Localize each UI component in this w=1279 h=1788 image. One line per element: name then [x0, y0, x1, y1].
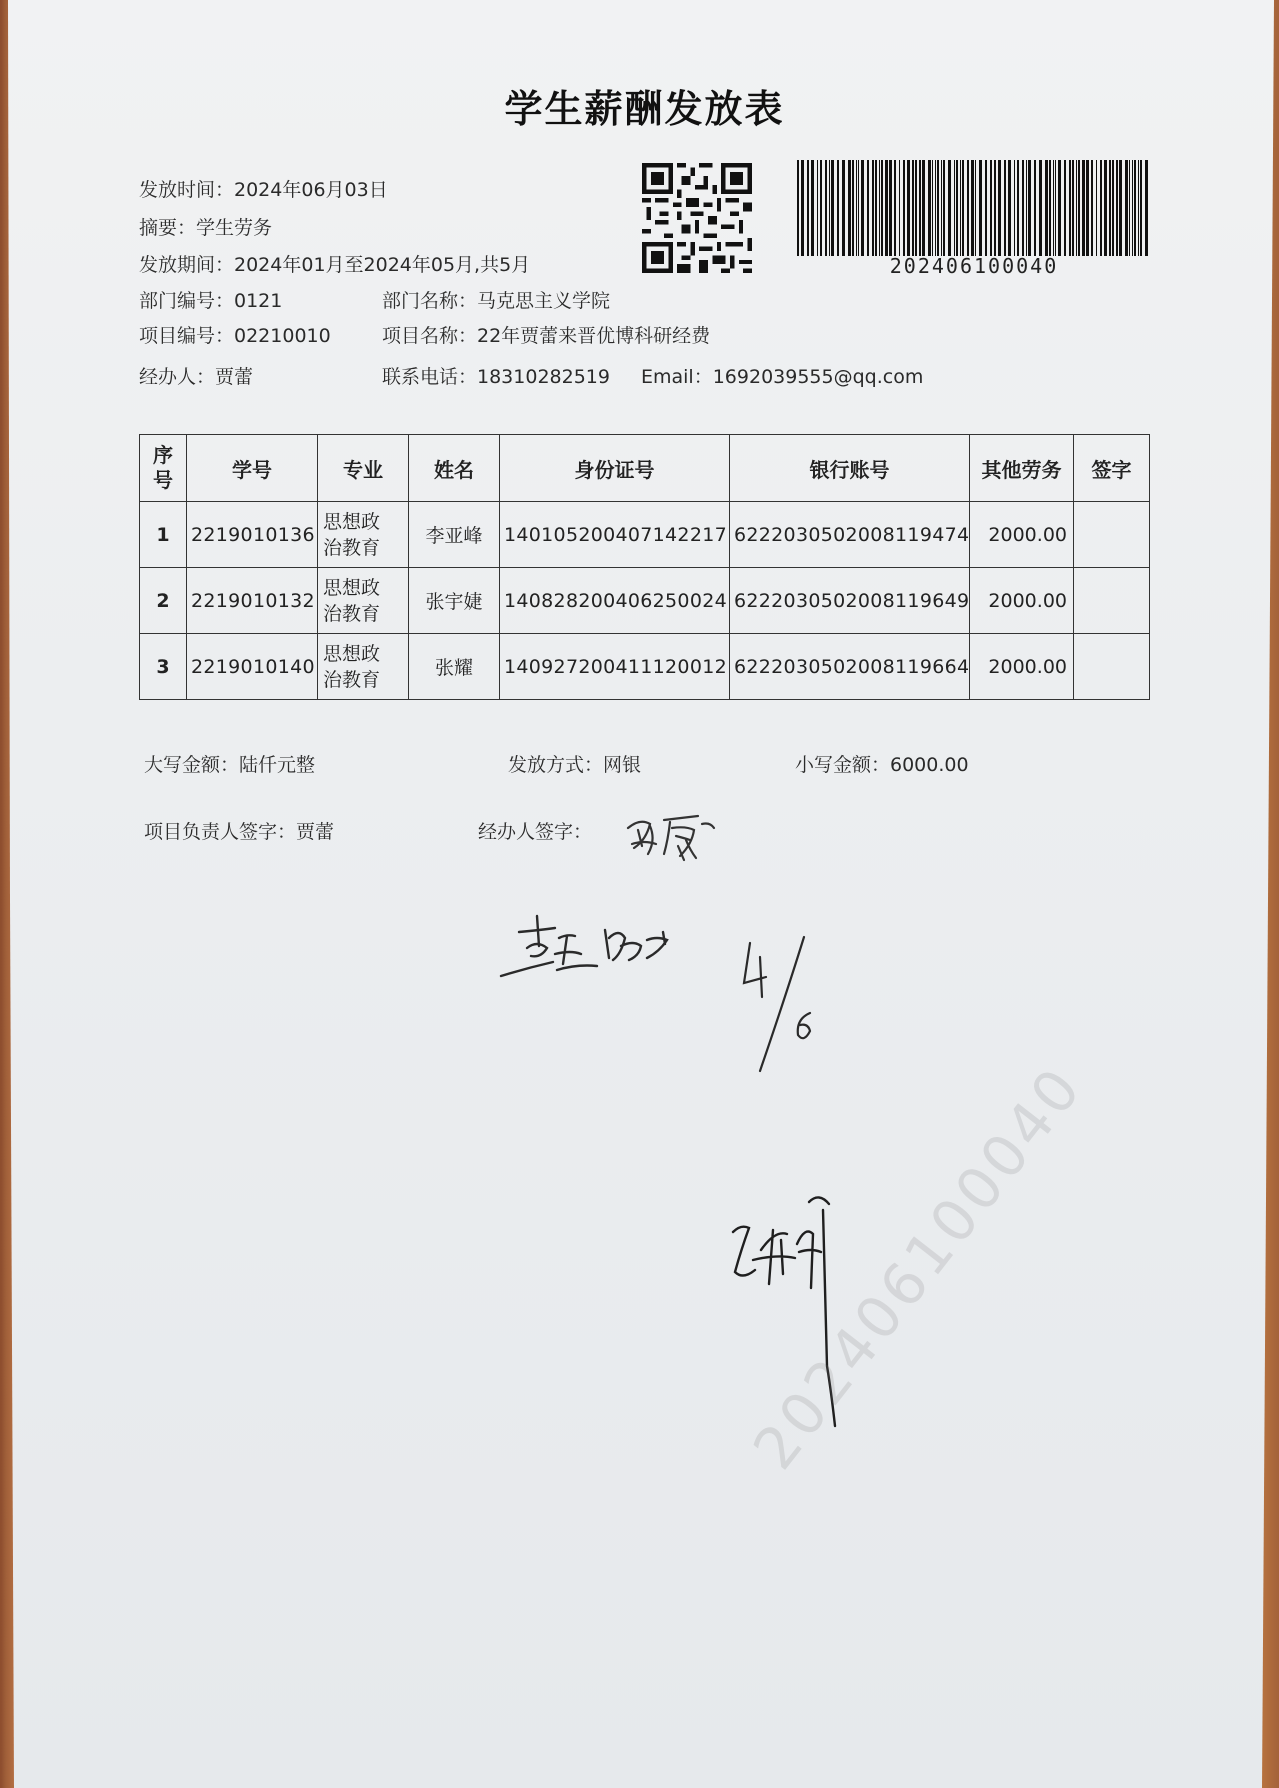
barcode-bar — [915, 160, 917, 256]
header-major: 专业 — [318, 435, 409, 502]
barcode-bar — [1064, 160, 1066, 256]
barcode-bar — [932, 160, 933, 256]
handwritten-date-text: 4/6 — [740, 935, 742, 936]
barcode-bar — [1140, 160, 1142, 256]
table-header-row — [140, 435, 1150, 502]
row-seq: 3 — [140, 634, 187, 700]
header-student-id: 学号 — [187, 435, 318, 502]
document-title: 学生薪酬发放表 — [504, 87, 785, 131]
handwritten-date-note — [740, 935, 820, 1075]
payment-table — [139, 434, 1150, 700]
barcode-bar — [894, 160, 896, 256]
watermark-number: 202406100040 — [740, 1053, 1096, 1482]
barcode-bar — [948, 160, 951, 256]
row-seq: 2 — [140, 568, 187, 634]
row-id-card: 140828200406250024 — [500, 568, 730, 634]
barcode-bar — [879, 160, 880, 256]
row-student-id: 2219010132 — [187, 568, 318, 634]
pay-period: 发放期间：2024年01月至2024年05月,共5月 — [139, 254, 531, 276]
row-bank-account: 6222030502008119474 — [730, 502, 970, 568]
barcode-bar — [1116, 160, 1118, 256]
barcode-bar — [875, 160, 877, 256]
summary: 摘要：学生劳务 — [139, 217, 273, 239]
row-signature — [1074, 634, 1150, 700]
barcode-bar — [985, 160, 987, 256]
barcode-bar — [1076, 160, 1077, 256]
header-id-card: 身份证号 — [500, 435, 730, 502]
barcode-bar — [1104, 160, 1107, 256]
barcode-bar — [899, 160, 900, 256]
barcode-bar — [1026, 160, 1027, 256]
barcode-bar — [811, 160, 814, 256]
barcode-bar — [820, 160, 822, 256]
amount-numeric: 小写金额：6000.00 — [795, 754, 969, 776]
barcode-bar — [967, 160, 969, 256]
row-major: 思想政 治教育 — [318, 502, 409, 568]
barcode-bar — [1055, 160, 1056, 256]
barcode-bar — [998, 160, 1001, 256]
header-seq: 序 号 — [140, 435, 187, 502]
barcode-bar — [1145, 160, 1148, 256]
barcode-bar — [881, 160, 883, 256]
barcode-bar — [801, 160, 804, 256]
barcode-bar — [829, 160, 830, 256]
row-bank-account: 6222030502008119664 — [730, 634, 970, 700]
row-student-id: 2219010140 — [187, 634, 318, 700]
barcode-bar — [1091, 160, 1093, 256]
barcode-bar — [1119, 160, 1122, 256]
barcode-bar — [975, 160, 976, 256]
qr-code-icon — [642, 163, 752, 273]
reviewer-signature-image — [497, 910, 687, 990]
barcode-bar — [1058, 160, 1061, 256]
barcode-bar — [1014, 160, 1015, 256]
barcode-bar — [858, 160, 859, 256]
row-name: 张耀 — [409, 634, 500, 700]
barcode-bar — [867, 160, 869, 256]
project-leader-signature: 项目负责人签字：贾蕾 — [144, 821, 335, 843]
row-major: 思想政 治教育 — [318, 568, 409, 634]
contact-email: Email：1692039555@qq.com — [641, 366, 924, 388]
barcode-number: 202406100040 — [889, 254, 1059, 278]
project-name: 项目名称：22年贾蕾来晋优博科研经费 — [382, 325, 711, 347]
table-row — [140, 502, 1150, 568]
barcode-bar — [1134, 160, 1136, 256]
barcode-bar — [903, 160, 905, 256]
contact-phone: 联系电话：18310282519 — [382, 366, 610, 388]
barcode-bar — [825, 160, 827, 256]
barcode-bar — [861, 160, 864, 256]
barcode-bar — [1082, 160, 1085, 256]
barcode-bar — [971, 160, 974, 256]
barcode-bar — [848, 160, 851, 256]
barcode-bar — [943, 160, 945, 256]
barcode-bar — [1049, 160, 1051, 256]
handler-signature-image — [620, 800, 730, 870]
barcode-bar — [1086, 160, 1089, 256]
row-seq: 1 — [140, 502, 187, 568]
barcode-bar — [907, 160, 910, 256]
barcode-bar — [960, 160, 961, 256]
row-signature — [1074, 568, 1150, 634]
barcode-bar — [1096, 160, 1097, 256]
barcode-bar — [1109, 160, 1111, 256]
barcode-bar — [937, 160, 939, 256]
barcode-bar — [856, 160, 857, 256]
header-bank-account: 银行账号 — [730, 435, 970, 502]
barcode-bar — [956, 160, 958, 256]
barcode-bar — [831, 160, 834, 256]
row-id-card: 140105200407142217 — [500, 502, 730, 568]
barcode-bar — [817, 160, 818, 256]
barcode-bar — [962, 160, 964, 256]
barcode-bar — [912, 160, 914, 256]
row-amount: 2000.00 — [970, 634, 1074, 700]
barcode-bar — [885, 160, 888, 256]
dept-code: 部门编号：0121 — [139, 290, 283, 312]
row-amount: 2000.00 — [970, 568, 1074, 634]
barcode-bar — [979, 160, 982, 256]
amount-in-words: 大写金额：陆仟元整 — [144, 754, 316, 776]
barcode-bar — [935, 160, 936, 256]
barcode-bar — [1125, 160, 1128, 256]
row-id-card: 140927200411120012 — [500, 634, 730, 700]
barcode-bar — [1039, 160, 1042, 256]
barcode-bar — [954, 160, 955, 256]
barcode-bar — [837, 160, 839, 256]
barcode-bar — [1017, 160, 1019, 256]
row-student-id: 2219010136 — [187, 502, 318, 568]
row-amount: 2000.00 — [970, 502, 1074, 568]
header-other-labor: 其他劳务 — [970, 435, 1074, 502]
header-name: 姓名 — [409, 435, 500, 502]
barcode-bar — [941, 160, 942, 256]
row-major: 思想政 治教育 — [318, 634, 409, 700]
barcode-bar — [922, 160, 925, 256]
barcode-bar — [1069, 160, 1071, 256]
row-signature — [1074, 502, 1150, 568]
barcode-bar — [797, 160, 799, 256]
barcode-bar — [1028, 160, 1031, 256]
barcode-bar — [1022, 160, 1024, 256]
row-name: 李亚峰 — [409, 502, 500, 568]
barcode-bar — [1034, 160, 1036, 256]
barcode-bar — [807, 160, 809, 256]
barcode-bar — [1008, 160, 1011, 256]
barcode-bar — [919, 160, 921, 256]
barcode-bar — [1072, 160, 1074, 256]
barcode-bar — [889, 160, 892, 256]
issue-date: 发放时间：2024年06月03日 — [139, 179, 388, 201]
barcode-bar — [1078, 160, 1080, 256]
header-signature: 签字 — [1074, 435, 1150, 502]
project-code: 项目编号：02210010 — [139, 325, 331, 347]
barcode-bar — [1129, 160, 1130, 256]
barcode-bar — [994, 160, 996, 256]
barcode-bar — [1132, 160, 1133, 256]
table-row — [140, 634, 1150, 700]
handler-signature-label: 经办人签字： — [478, 821, 593, 843]
barcode-bar — [1112, 160, 1114, 256]
row-name: 张宇婕 — [409, 568, 500, 634]
barcode-icon — [795, 160, 1153, 256]
barcode-bar — [1004, 160, 1006, 256]
table-row — [140, 568, 1150, 634]
barcode-bar — [872, 160, 874, 256]
dept-name: 部门名称：马克思主义学院 — [382, 290, 611, 312]
barcode-bar — [842, 160, 845, 256]
barcode-bar — [1138, 160, 1139, 256]
payment-method: 发放方式：网银 — [508, 754, 642, 776]
barcode-bar — [1053, 160, 1054, 256]
handler: 经办人：贾蕾 — [139, 366, 254, 388]
barcode-bar — [852, 160, 854, 256]
row-bank-account: 6222030502008119649 — [730, 568, 970, 634]
barcode-bar — [990, 160, 992, 256]
barcode-bar — [928, 160, 931, 256]
barcode-bar — [1045, 160, 1048, 256]
barcode-bar — [1100, 160, 1102, 256]
